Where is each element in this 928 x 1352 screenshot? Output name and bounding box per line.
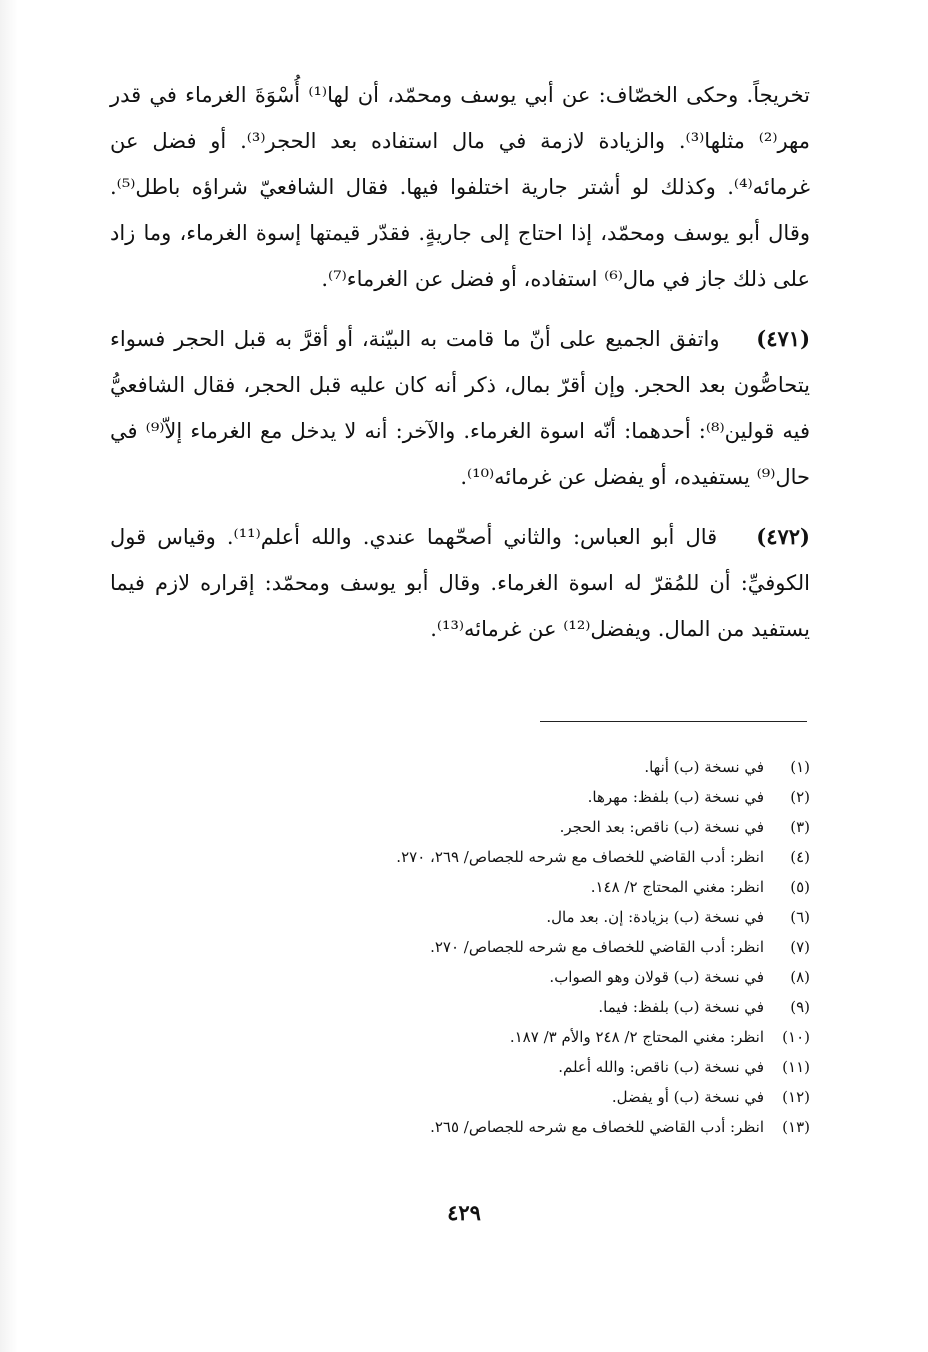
paragraph-intro xyxy=(110,72,810,302)
paragraph-472 xyxy=(110,514,810,652)
paragraph-text: قال أبو العباس: والثاني أصحّهما عندي. والله أعلم⁽¹¹⁾. وقياس قول الكوفيِّ: أن للمُقرّ له اسوة الغرماء. وقال أبو يوسف ومحمّد: إقراره لازم فيما يستفيد من المال. ويفضل⁽¹²⁾ عن غرمائه⁽¹³⁾. xyxy=(110,525,810,641)
footnote-number: (٥) xyxy=(790,878,810,896)
footnote-5 xyxy=(210,872,810,902)
footnote-number: (١) xyxy=(790,758,810,776)
footnote-2 xyxy=(210,782,810,812)
footnote-number: (٢) xyxy=(790,788,810,806)
footnote-10 xyxy=(210,1022,810,1052)
footnote-text: انظر: مغني المحتاج ٢/ ١٤٨. xyxy=(590,878,764,896)
footnote-6 xyxy=(210,902,810,932)
footnote-number: (١٠) xyxy=(782,1028,810,1046)
footnote-7 xyxy=(210,932,810,962)
footnote-text: في نسخة (ب) أو يفضل. xyxy=(611,1088,764,1106)
footnote-text: انظر: مغني المحتاج ٢/ ٢٤٨ والأم ٣/ ١٨٧. xyxy=(509,1028,764,1046)
footnote-8 xyxy=(210,962,810,992)
footnote-text: في نسخة (ب) أنها. xyxy=(644,758,764,776)
page-number: ٤٢٩ xyxy=(447,1200,481,1225)
footnote-number: (١٢) xyxy=(782,1088,810,1106)
footnote-text: في نسخة (ب) قولان وهو الصواب. xyxy=(549,968,764,986)
footnote-number: (٤) xyxy=(790,848,810,866)
footnote-number: (٦) xyxy=(790,908,810,926)
paragraph-text: واتفق الجميع على أنّ ما قامت به البيّنة، أو أقرَّ به قبل الحجر فسواء يتحاصُّون بعد الحجر. وإن أقرّ بمال، ذكر أنه كان عليه قبل الحجر، فقال الشافعيُّ فيه قولين⁽⁸⁾: أحدهما: أنّه اسوة الغرماء. والآخر: أنه لا يدخل مع الغرماء إلاّ⁽⁹⁾ في حال⁽⁹⁾ يستفيده، أو يفضل عن غرمائه⁽¹⁰⁾. xyxy=(110,327,811,489)
footnote-4 xyxy=(210,842,810,872)
paragraph-471 xyxy=(110,316,810,500)
footnote-text: انظر: أدب القاضي للخصاف مع شرحه للجصاص/ ٢٧٠. xyxy=(430,938,764,956)
footnote-12 xyxy=(210,1082,810,1112)
footnote-text: في نسخة (ب) بلفظ: مهرها. xyxy=(587,788,764,806)
footnote-divider xyxy=(540,721,807,722)
footnote-number: (٣) xyxy=(790,818,810,836)
footnote-number: (٧) xyxy=(790,938,810,956)
paragraph-text: تخريجاً. وحكى الخصّاف: عن أبي يوسف ومحمّد، أن لها⁽¹⁾ أُسْوَةَ الغرماء في قدر مهر⁽²⁾ مثلها⁽³⁾. والزيادة لازمة في مال استفاده بعد الحجر⁽³⁾. أو فضل عن غرمائه⁽⁴⁾. وكذلك لو أشتر جارية اختلفوا فيها. فقال الشافعيّ شراؤه باطل⁽⁵⁾. وقال أبو يوسف ومحمّد، إذا احتاج إلى جاريةٍ. فقدّر قيمتها إسوة الغرماء، وما زاد على ذلك جاز في مال⁽⁶⁾ استفاده، أو فضل عن الغرماء⁽⁷⁾. xyxy=(110,83,810,291)
footnote-3 xyxy=(210,812,810,842)
footnote-13 xyxy=(210,1112,810,1142)
footnote-text: في نسخة (ب) بزيادة: إن. بعد مال. xyxy=(546,908,764,926)
paragraph-number: (٤٧١) xyxy=(756,326,810,351)
footnote-text: في نسخة (ب) ناقص: والله أعلم. xyxy=(558,1058,764,1076)
footnote-text: في نسخة (ب) بلفظ: فيما. xyxy=(598,998,764,1016)
footnote-text: انظر: أدب القاضي للخصاف مع شرحه للجصاص/ ٢٦٩، ٢٧٠. xyxy=(396,848,764,866)
footnote-9 xyxy=(210,992,810,1022)
footnote-text: انظر: أدب القاضي للخصاف مع شرحه للجصاص/ ٢٦٥. xyxy=(430,1118,764,1136)
footnotes-list xyxy=(210,752,810,1142)
footnote-11 xyxy=(210,1052,810,1082)
footnote-1 xyxy=(210,752,810,782)
footnote-number: (٨) xyxy=(790,968,810,986)
main-text xyxy=(110,72,810,652)
footnote-number: (١١) xyxy=(782,1058,810,1076)
page-edge-shadow xyxy=(0,0,18,1352)
footnote-number: (٩) xyxy=(790,998,810,1016)
footnote-text: في نسخة (ب) ناقص: بعد الحجر. xyxy=(559,818,764,836)
paragraph-number: (٤٧٢) xyxy=(756,524,810,549)
footnote-number: (١٣) xyxy=(782,1118,810,1136)
